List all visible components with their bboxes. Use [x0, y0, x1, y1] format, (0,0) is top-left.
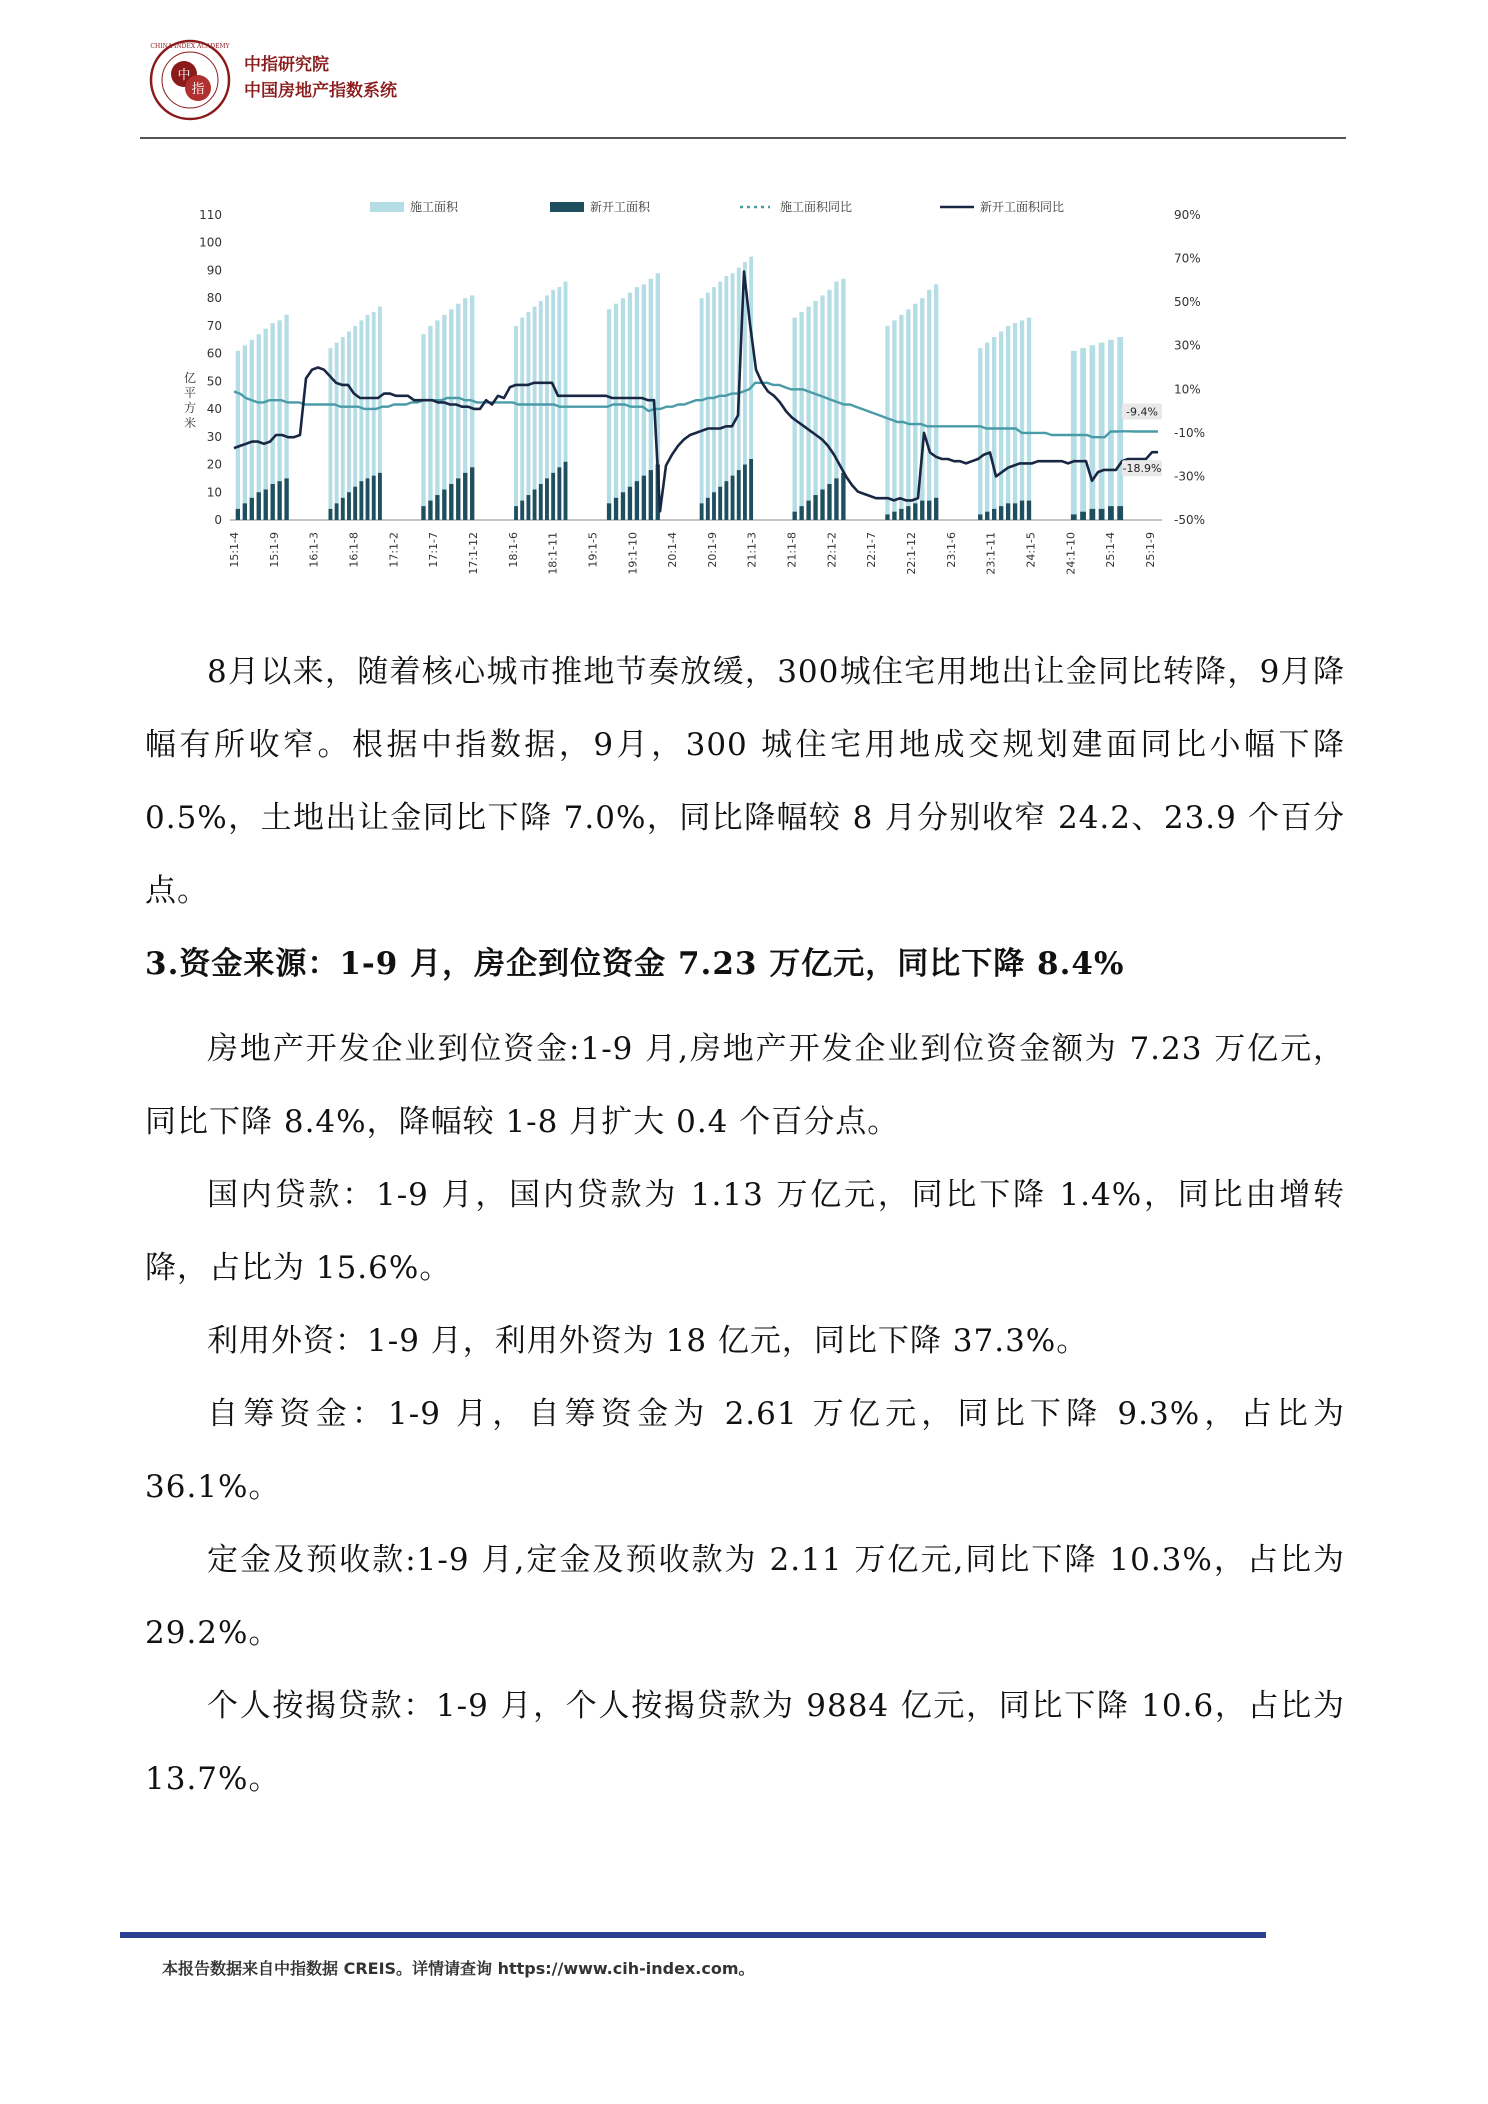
legend-swatch — [550, 202, 584, 212]
section-heading-funding: 3.资金来源：1-9 月，房企到位资金 7.23 万亿元，同比下降 8.4% — [145, 946, 1125, 982]
new-start-area-bar — [250, 498, 254, 520]
new-start-area-bar — [1013, 503, 1017, 520]
new-start-area-bar — [1108, 506, 1114, 520]
x-tick-label: 25:1-9 — [1144, 532, 1157, 568]
right-tick-label: 70% — [1174, 251, 1201, 266]
svg-text:中: 中 — [177, 68, 191, 83]
right-tick-label: 90% — [1174, 208, 1201, 222]
annotation-label: -18.9% — [1122, 462, 1162, 476]
paragraph-self-raised: 自筹资金：1-9 月，自筹资金为 2.61 万亿元，同比下降 9.3%，占比为 36.1%。 — [145, 1396, 1345, 1505]
new-start-area-bar — [999, 506, 1003, 520]
x-tick-label: 15:1-4 — [228, 532, 241, 568]
paragraph-mortgage: 个人按揭贷款：1-9 月，个人按揭贷款为 9884 亿元，同比下降 10.6，占比为 13.7%。 — [145, 1688, 1345, 1797]
new-start-area-bar — [264, 490, 268, 521]
x-tick-label: 18:1-6 — [506, 532, 520, 568]
right-tick-label: 30% — [1174, 338, 1201, 353]
legend-label: 新开工面积 — [590, 200, 651, 214]
left-tick-label: 50 — [206, 374, 222, 389]
new-start-area-bar — [545, 478, 549, 520]
construction-area-bar — [712, 287, 716, 520]
new-start-area-bar — [892, 512, 896, 520]
new-start-area-bar — [341, 498, 345, 520]
new-start-area-bar — [649, 470, 653, 520]
legend-swatch — [370, 202, 404, 212]
construction-area-bar — [899, 315, 903, 520]
org-name: 中指研究院 — [244, 55, 329, 75]
x-tick-label: 24:1-5 — [1024, 532, 1038, 568]
construction-area-bar — [341, 337, 345, 520]
new-start-area-bar — [934, 498, 938, 520]
construction-area-bar — [520, 318, 524, 520]
new-start-area-bar — [992, 509, 996, 520]
new-start-area-bar — [284, 478, 288, 520]
new-start-area-bar — [1027, 501, 1031, 520]
x-tick-label: 21:1-3 — [745, 532, 759, 568]
new-start-area-bar — [1117, 506, 1123, 520]
new-start-area-bar — [827, 484, 831, 520]
new-start-area-bar — [1080, 512, 1086, 520]
new-start-area-bar — [428, 501, 432, 520]
x-tick-label: 25:1-4 — [1104, 532, 1118, 568]
new-start-area-bar — [743, 465, 747, 520]
new-start-area-bar — [806, 501, 810, 520]
x-tick-label: 19:1-10 — [626, 532, 640, 575]
footer-source-note: 本报告数据来自中指数据 CREIS。详情请查询 https://www.cih-index.com。 — [162, 1959, 755, 1978]
new-start-area-bar — [347, 492, 351, 520]
new-start-area-bar — [724, 481, 728, 520]
new-start-area-bar — [470, 467, 474, 520]
x-tick-label: 22:1-7 — [865, 532, 879, 568]
legend-label: 新开工面积同比 — [980, 200, 1065, 214]
x-tick-label: 24:1-10 — [1064, 532, 1078, 575]
left-tick-label: 30 — [206, 429, 222, 444]
page-header — [148, 38, 1348, 138]
china-index-academy-logo — [148, 38, 232, 122]
new-start-area-bar — [456, 478, 460, 520]
construction-area-bar — [335, 343, 339, 520]
right-tick-label: 50% — [1174, 295, 1201, 310]
right-tick-label: 10% — [1174, 382, 1201, 397]
paragraph-domestic-loans: 国内贷款：1-9 月，国内贷款为 1.13 万亿元，同比下降 1.4%，同比由增转降，占比为 15.6%。 — [145, 1177, 1345, 1286]
org-name-block — [244, 52, 397, 104]
chart-legend — [370, 200, 1064, 214]
new-start-area-bar — [737, 470, 741, 520]
left-tick-label: 70 — [206, 318, 222, 333]
footer-divider — [120, 1932, 1266, 1938]
new-start-area-bar — [614, 498, 618, 520]
new-start-area-bar — [985, 512, 989, 520]
y-axis-label-char: 米 — [183, 416, 197, 430]
right-axis — [1174, 208, 1205, 527]
right-tick-label: -30% — [1174, 469, 1206, 484]
new-start-area-bar — [706, 498, 710, 520]
construction-area-bar — [913, 304, 917, 520]
y-axis-label-char: 亿 — [183, 371, 197, 385]
x-tick-label: 21:1-8 — [785, 532, 799, 568]
construction-area-bar — [700, 298, 704, 520]
header-divider — [140, 137, 1346, 139]
new-start-area-bar — [899, 509, 903, 520]
new-start-area-bar — [1099, 509, 1105, 520]
new-start-area-bar — [366, 478, 370, 520]
new-start-area-bar — [514, 506, 518, 520]
new-start-area-bar — [731, 476, 735, 520]
x-tick-label: 22:1-12 — [905, 532, 919, 575]
x-tick-label: 22:1-2 — [825, 532, 839, 568]
new-start-area-bar — [906, 506, 910, 520]
construction-area-bar — [706, 293, 710, 520]
construction-area-bar — [799, 312, 803, 520]
construction-area-bar — [1013, 323, 1017, 520]
new-start-area-bar — [564, 462, 568, 520]
new-start-area-bar — [1089, 509, 1095, 520]
left-tick-label: 90 — [206, 263, 222, 278]
new-start-area-bar — [885, 514, 889, 520]
new-start-area-bar — [621, 492, 625, 520]
new-start-area-bar — [257, 492, 261, 520]
left-tick-label: 20 — [206, 457, 222, 472]
new-start-area-bar — [449, 484, 453, 520]
construction-area-bar — [1006, 326, 1010, 520]
y-axis-label — [184, 371, 196, 430]
new-start-area-bar — [913, 503, 917, 520]
new-start-area-bar — [700, 503, 704, 520]
new-start-area-bar — [607, 503, 611, 520]
new-start-area-bar — [243, 503, 247, 520]
construction-area-bar — [421, 334, 425, 520]
x-tick-label: 20:1-4 — [666, 532, 680, 568]
construction-area-bar — [442, 315, 446, 520]
construction-area-bar — [250, 340, 254, 520]
construction-area-bar — [526, 312, 530, 520]
construction-area-bar — [718, 282, 722, 520]
x-tick-label: 16:1-8 — [347, 532, 361, 568]
construction-area-bar — [806, 307, 810, 521]
construction-area-bar — [934, 284, 938, 520]
new-start-area-bar — [978, 514, 982, 520]
construction-area-bar — [1099, 343, 1105, 520]
x-tick-label: 23:1-6 — [944, 532, 958, 568]
annotation-label: -9.4% — [1126, 405, 1158, 419]
construction-area-bar — [999, 331, 1003, 520]
new-start-area-bar — [718, 487, 722, 520]
construction-area-bar — [614, 304, 618, 520]
construction-area-bar — [820, 295, 824, 520]
new-start-area-bar — [372, 476, 376, 520]
x-tick-label: 17:1-2 — [387, 532, 401, 568]
report-body — [145, 636, 1345, 1816]
construction-area-bar — [347, 331, 351, 520]
new-start-area-bar — [520, 501, 524, 520]
new-start-area-bar — [813, 495, 817, 520]
new-start-area-bar — [841, 473, 845, 520]
left-tick-label: 0 — [214, 513, 222, 527]
x-tick-label: 18:1-11 — [546, 532, 560, 575]
x-tick-label: 15:1-9 — [267, 532, 281, 568]
left-tick-label: 80 — [206, 291, 222, 306]
construction-area-bar — [1027, 318, 1031, 520]
new-start-area-bar — [834, 478, 838, 520]
construction-area-bar — [607, 309, 611, 520]
x-tick-label: 23:1-11 — [984, 532, 998, 575]
construction-area-bar — [435, 320, 439, 520]
paragraph-foreign-capital: 利用外资：1-9 月，利用外资为 18 亿元，同比下降 37.3%。 — [207, 1323, 1089, 1359]
new-start-area-bar — [359, 481, 363, 520]
construction-area-bar — [1117, 337, 1123, 520]
paragraph-deposits: 定金及预收款:1-9 月,定金及预收款为 2.11 万亿元,同比下降 10.3%，占比为 29.2%。 — [145, 1542, 1345, 1651]
left-tick-label: 60 — [206, 346, 222, 361]
new-start-area-bar — [421, 506, 425, 520]
construction-area-bar — [621, 298, 625, 520]
legend-label: 施工面积 — [410, 200, 459, 214]
new-start-area-bar — [271, 484, 275, 520]
new-start-area-bar — [642, 476, 646, 520]
new-start-area-bar — [799, 506, 803, 520]
new-start-area-bar — [920, 501, 924, 520]
x-tick-label: 20:1-9 — [705, 532, 719, 568]
y-axis-label-char: 方 — [183, 401, 197, 415]
construction-area-bar — [885, 326, 889, 520]
left-tick-label: 10 — [206, 485, 222, 500]
x-tick-label: 17:1-12 — [466, 532, 480, 575]
new-start-area-bar — [378, 473, 382, 520]
new-start-area-bar — [442, 490, 446, 521]
new-start-area-bar — [927, 501, 931, 520]
construction-area-bar — [428, 326, 432, 520]
x-tick-label: 19:1-5 — [586, 532, 600, 568]
svg-text:指: 指 — [191, 82, 205, 97]
left-tick-label: 100 — [199, 235, 222, 250]
right-tick-label: -50% — [1174, 513, 1206, 527]
new-start-area-bar — [557, 467, 561, 520]
x-tick-label: 17:1-7 — [427, 532, 441, 568]
x-axis — [228, 532, 1157, 575]
construction-area-bar — [906, 309, 910, 520]
new-start-area-bar — [712, 492, 716, 520]
paragraph-land-sales: 8月以来，随着核心城市推地节奏放缓，300城住宅用地出让金同比转降，9月降幅有所收窄。根据中指数据，9月，300 城住宅用地成交规划建面同比小幅下降 0.5%，土地出让金同比下降 7.0%，同比降幅较 8 月分别收窄 24.2、23.9 个百分点。 — [145, 654, 1345, 909]
new-start-area-bar — [820, 490, 824, 521]
x-tick-label: 16:1-3 — [307, 532, 321, 568]
y-axis-label-char: 平 — [183, 386, 197, 400]
system-name: 中国房地产指数系统 — [244, 81, 397, 101]
construction-area-bar — [813, 301, 817, 520]
construction-area-bar — [257, 334, 261, 520]
new-start-area-bar — [329, 509, 333, 520]
construction-area-bar — [243, 345, 247, 520]
construction-area-chart — [180, 190, 1240, 600]
construction-area-bar — [920, 298, 924, 520]
new-start-area-bar — [526, 495, 530, 520]
construction-area-bar — [533, 307, 537, 521]
new-start-area-bar — [335, 503, 339, 520]
new-start-area-bar — [435, 495, 439, 520]
construction-area-bar — [927, 290, 931, 520]
construction-area-bar — [978, 348, 982, 520]
new-start-area-bar — [1020, 501, 1024, 520]
new-start-area-bar — [749, 459, 753, 520]
construction-area-bar — [236, 351, 240, 520]
new-start-area-bar — [539, 484, 543, 520]
left-tick-label: 110 — [199, 208, 222, 222]
new-start-area-bar — [277, 481, 281, 520]
new-start-area-bar — [793, 512, 797, 520]
new-start-area-bar — [635, 481, 639, 520]
new-start-area-bar — [463, 473, 467, 520]
svg-text:CHINA INDEX ACADEMY: CHINA INDEX ACADEMY — [150, 43, 230, 50]
new-start-area-bar — [551, 473, 555, 520]
chart-annotations — [1122, 404, 1162, 477]
new-start-area-bar — [533, 490, 537, 521]
left-tick-label: 40 — [206, 402, 222, 417]
construction-area-bar — [1089, 345, 1095, 520]
construction-area-bar — [1020, 320, 1024, 520]
new-start-area-bar — [628, 487, 632, 520]
new-start-area-bar — [1071, 514, 1077, 520]
right-tick-label: -10% — [1174, 425, 1206, 440]
new-start-area-bar — [353, 487, 357, 520]
new-start-area-bar — [1006, 503, 1010, 520]
legend-label: 施工面积同比 — [780, 200, 853, 214]
construction-area-bar — [985, 343, 989, 520]
construction-area-bar — [514, 326, 518, 520]
construction-area-bar — [1108, 340, 1114, 520]
paragraph-funds-in-place: 房地产开发企业到位资金:1-9 月,房地产开发企业到位资金额为 7.23 万亿元，同比下降 8.4%，降幅较 1-8 月扩大 0.4 个百分点。 — [145, 1031, 1345, 1140]
new-start-area-bar — [236, 509, 240, 520]
